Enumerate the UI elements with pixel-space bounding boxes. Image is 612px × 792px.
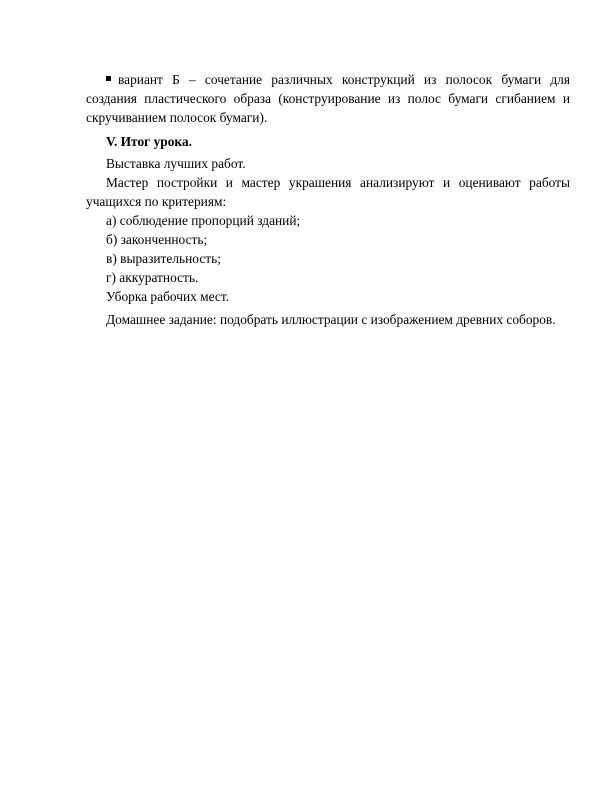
criteria-item: а) соблюдение пропорций зданий; (106, 213, 301, 228)
variant-b-text: вариант Б – сочетание различных конструкций из полосок бумаги для создания пластического образа (конструирование из полос бумаги сгибанием и скручиванием полосок бумаги). (86, 72, 570, 125)
section-heading: V. Итог урока. (106, 134, 192, 149)
exhibition-line: Выставка лучших работ. (106, 156, 246, 171)
document-body (86, 70, 570, 329)
bullet-icon (106, 76, 111, 81)
criteria-item: в) выразительность; (106, 251, 221, 266)
criteria-item: б) законченность; (106, 232, 208, 247)
variant-b-paragraph (86, 70, 570, 127)
criteria-item: г) аккуратность. (106, 270, 199, 285)
homework-paragraph: Домашнее задание: подобрать иллюстрации с изображением древних соборов. (106, 312, 556, 327)
criteria-intro-paragraph: Мастер постройки и мастер украшения анализируют и оценивают работы учащихся по критериям: (86, 175, 570, 209)
cleanup-line: Уборка рабочих мест. (106, 289, 230, 304)
